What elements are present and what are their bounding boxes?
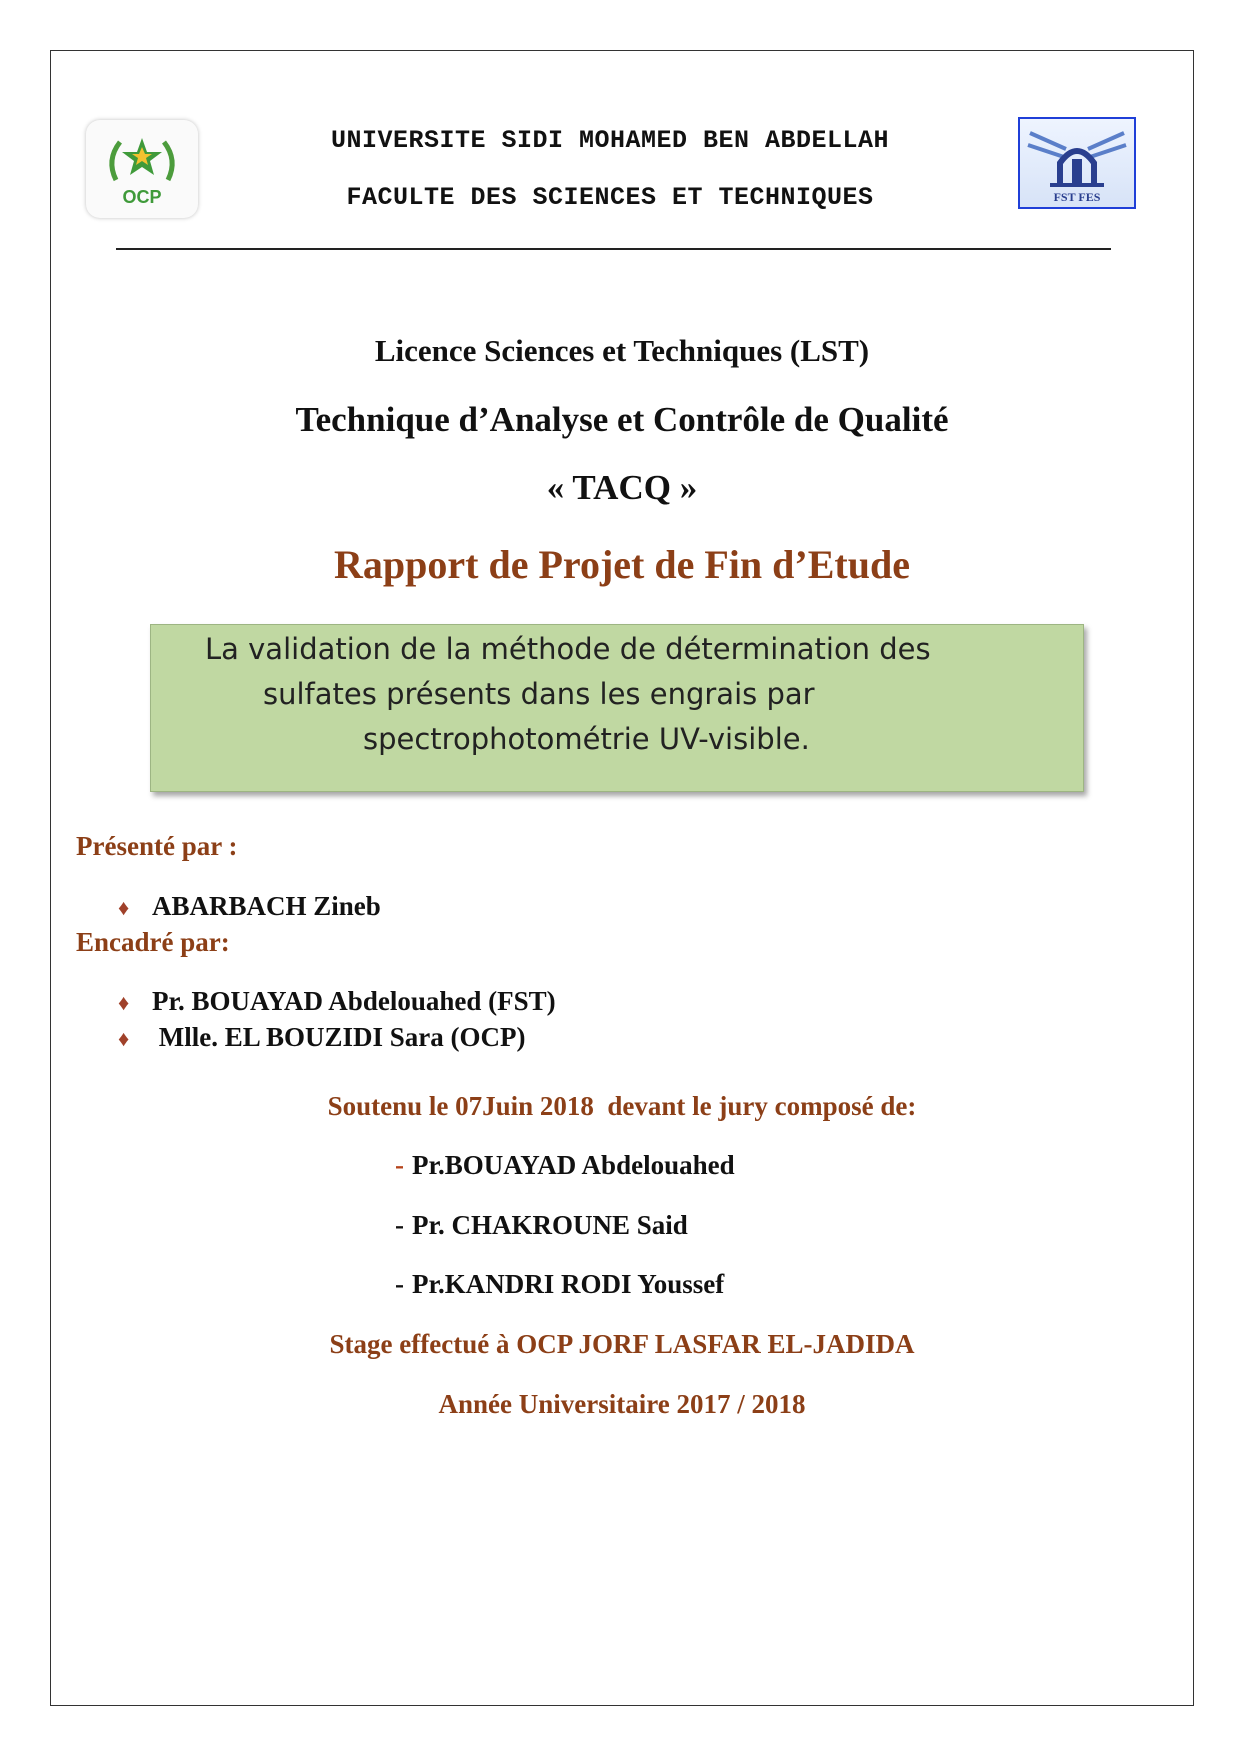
degree-title: Licence Sciences et Techniques (LST) (374, 333, 870, 368)
subject-box (150, 624, 1084, 792)
faculty-name: FACULTE DES SCIENCES ET TECHNIQUES (346, 183, 874, 212)
academic-year: Année Universitaire 2017 / 2018 (438, 1389, 806, 1419)
jury-member (395, 1269, 724, 1300)
jury-dash: - (395, 1150, 404, 1180)
svg-text:OCP: OCP (122, 187, 162, 207)
subject-line-2: sulfates présents dans les engrais par (263, 677, 815, 711)
university-name: UNIVERSITE SIDI MOHAMED BEN ABDELLAH (330, 126, 890, 155)
report-title: Rapport de Projet de Fin d’Etude (334, 542, 910, 587)
supervisor-name: Pr. BOUAYAD Abdelouahed (FST) (152, 986, 556, 1016)
student-name: ABARBACH Zineb (152, 891, 381, 921)
diamond-bullet-icon: ♦ (118, 990, 130, 1015)
ocp-logo (86, 120, 198, 218)
subject-line-1: La validation de la méthode de détermination des (205, 632, 931, 666)
internship-location: Stage effectué à OCP JORF LASFAR EL-JADIDA (329, 1329, 915, 1359)
fst-emblem-icon (1020, 119, 1134, 207)
subject-line-3: spectrophotométrie UV-visible. (363, 722, 810, 756)
diamond-bullet-icon: ♦ (118, 895, 130, 920)
page-border (50, 50, 1194, 1706)
diamond-bullet-icon: ♦ (118, 1026, 130, 1051)
jury-member-name: Pr.KANDRI RODI Youssef (412, 1269, 725, 1299)
ocp-emblem-icon (86, 120, 198, 218)
program-title: Technique d’Analyse et Contrôle de Qualité (295, 400, 949, 439)
supervisor-name: Mlle. EL BOUZIDI Sara (OCP) (152, 1022, 526, 1052)
student-item (118, 891, 381, 922)
defense-statement: Soutenu le 07Juin 2018 devant le jury composé de: (327, 1091, 917, 1121)
header-divider (116, 248, 1111, 250)
jury-member (395, 1210, 688, 1241)
supervised-by-label: Encadré par: (76, 927, 230, 957)
jury-dash: - (395, 1210, 404, 1240)
supervisor-item (118, 1022, 526, 1053)
jury-dash: - (395, 1269, 404, 1299)
presented-by-label: Présenté par : (76, 831, 238, 861)
svg-text:FST FES: FST FES (1053, 190, 1101, 204)
jury-member-name: Pr.BOUAYAD Abdelouahed (412, 1150, 735, 1180)
jury-member (395, 1150, 735, 1181)
fst-fes-logo (1018, 117, 1136, 209)
program-acronym: « TACQ » (546, 468, 698, 507)
supervisor-item (118, 986, 556, 1017)
jury-member-name: Pr. CHAKROUNE Said (412, 1210, 688, 1240)
